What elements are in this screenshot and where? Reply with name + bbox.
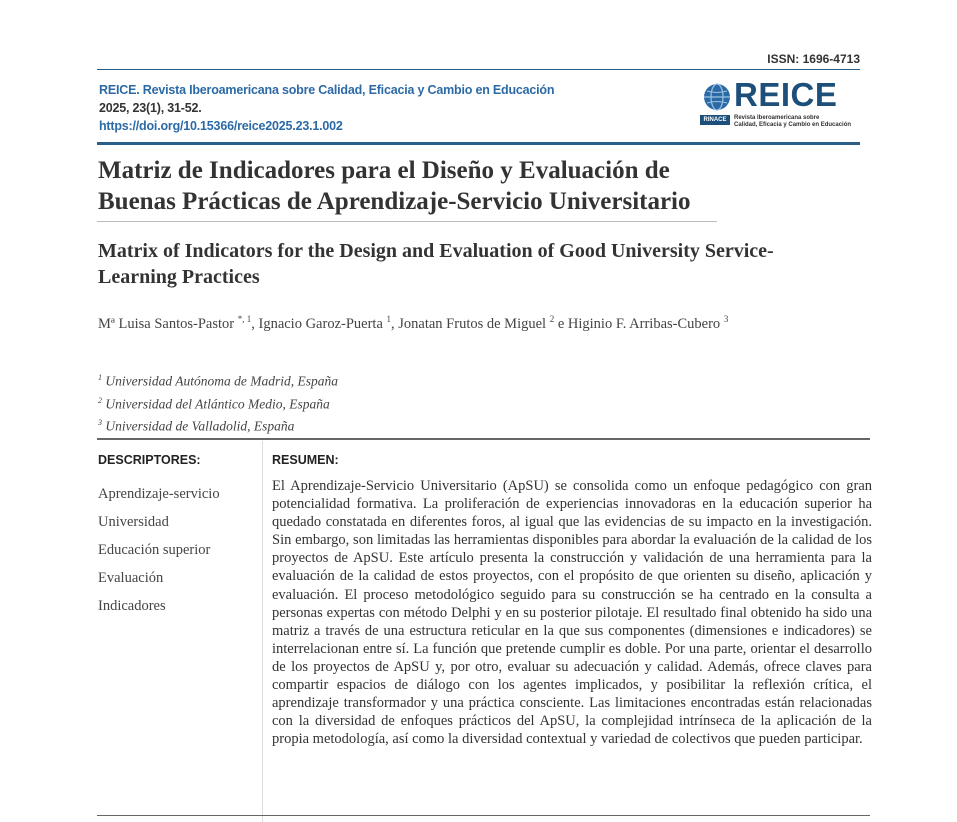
affiliation-item (98, 413, 338, 436)
author-affiliation-mark: 3 (723, 314, 729, 324)
keyword-item: Indicadores (98, 598, 166, 614)
author-separator: , (251, 315, 259, 332)
affiliation-item (98, 391, 338, 414)
keyword-list (98, 480, 220, 620)
logo-subtitle-line-1: Revista Iberoamericana sobre (734, 115, 820, 121)
issn-label: ISSN: 1696-4713 (767, 52, 860, 66)
logo-subtitle-line-2: Calidad, Eficacia y Cambio en Educación (734, 122, 852, 128)
journal-name: REICE. Revista Iberoamericana sobre Calidad, Eficacia y Cambio en Educación (99, 83, 555, 97)
logo-wordmark: REICE (734, 76, 838, 113)
affiliation-number: 2 (98, 395, 102, 405)
doi-link[interactable]: https://doi.org/10.15366/reice2025.23.1.002 (99, 119, 343, 133)
bottom-divider (97, 815, 870, 816)
keyword-item: Aprendizaje-servicio (98, 486, 220, 502)
affiliation-name: Universidad de Valladolid, España (105, 418, 295, 434)
author-affiliation-mark: 1 (386, 314, 392, 324)
author-affiliation-mark: 2 (549, 314, 555, 324)
column-divider (262, 441, 263, 822)
author-name: Ignacio Garoz-Puerta (258, 315, 383, 332)
author-name: Mª Luisa Santos-Pastor (98, 315, 235, 332)
journal-volume: 2025, 23(1), 31-52. (99, 101, 202, 115)
reice-logo (700, 78, 860, 132)
keyword-item: Educación superior (98, 542, 211, 558)
keyword-item: Universidad (98, 514, 169, 530)
affiliation-list (98, 368, 338, 436)
affiliation-name: Universidad del Atlántico Medio, España (105, 396, 330, 411)
section-divider (97, 438, 870, 440)
keyword-item: Evaluación (98, 570, 164, 586)
globe-icon (702, 82, 732, 112)
author-separator: , (391, 315, 399, 332)
affiliation-number: 1 (98, 373, 102, 382)
header-divider (97, 142, 860, 145)
descriptors-heading: DESCRIPTORES: (98, 453, 201, 467)
rinace-badge: RINACE (700, 115, 730, 125)
abstract-text: El Aprendizaje-Servicio Universitario (ApSU) se consolida como un enfoque pedagógico con gran potencialidad formativa. La proliferación de experiencias innovadoras en la educación superior ha quedado constatada en diferentes foros, al igual que las evidencias de su impacto en la investigación. Sin embargo, son limitadas las herramientas disponibles para abordar la evaluación de la calidad de los proyectos de ApSU. Este artículo presenta la construcción y validación de una herramienta para la evaluación de la calidad de estos proyectos, con el propósito de que orienten su diseño, aplicación y evaluación. El proceso metodológico seguido para su construcción se ha centrado en la consulta a personas expertas con método Delphi y en su posterior pilotaje. El resultado final obtenido ha sido una matriz a través de una estructura reticular en la que sus componentes (dimensiones e indicadores) se interrelacionan entre sí. La función que pretende cumplir es doble. Por una parte, orientar el desarrollo de los proyectos de ApSU y, por otro, evaluar su adecuación y calidad. Además, ofrece claves para compartir espacios de diálogo con los agentes implicados, y posibilitar la reflexión crítica, el aprendizaje transformador y una práctica consciente. Las limitaciones encontradas están relacionadas con la diversidad de enfoques prácticos del ApSU, la complejidad intrínseca de la aplicación de la propia metodología, así como la diversidad contextual y variedad de colectivos que pueden participar. (272, 478, 872, 748)
abstract-heading: RESUMEN: (272, 453, 339, 467)
title-spanish: Matriz de Indicadores para el Diseño y Evaluación de Buenas Prácticas de Aprendizaje-Servicio Universitario (98, 157, 691, 215)
logo-subtitle (734, 115, 851, 129)
title-divider (97, 221, 717, 222)
affiliation-item (98, 368, 338, 391)
author-separator: e (554, 315, 568, 332)
affiliation-number: 3 (98, 418, 102, 427)
affiliation-name: Universidad Autónoma de Madrid, España (105, 373, 338, 389)
author-name: Higinio F. Arribas-Cubero (567, 315, 721, 332)
title-english: Matrix of Indicators for the Design and Evaluation of Good University Service-Learning Practices (98, 240, 774, 288)
top-divider (97, 69, 860, 70)
journal-info (99, 81, 554, 135)
author-list (98, 309, 778, 335)
author-name: Jonatan Frutos de Miguel (398, 315, 547, 332)
author-affiliation-mark: *, 1 (237, 314, 252, 324)
